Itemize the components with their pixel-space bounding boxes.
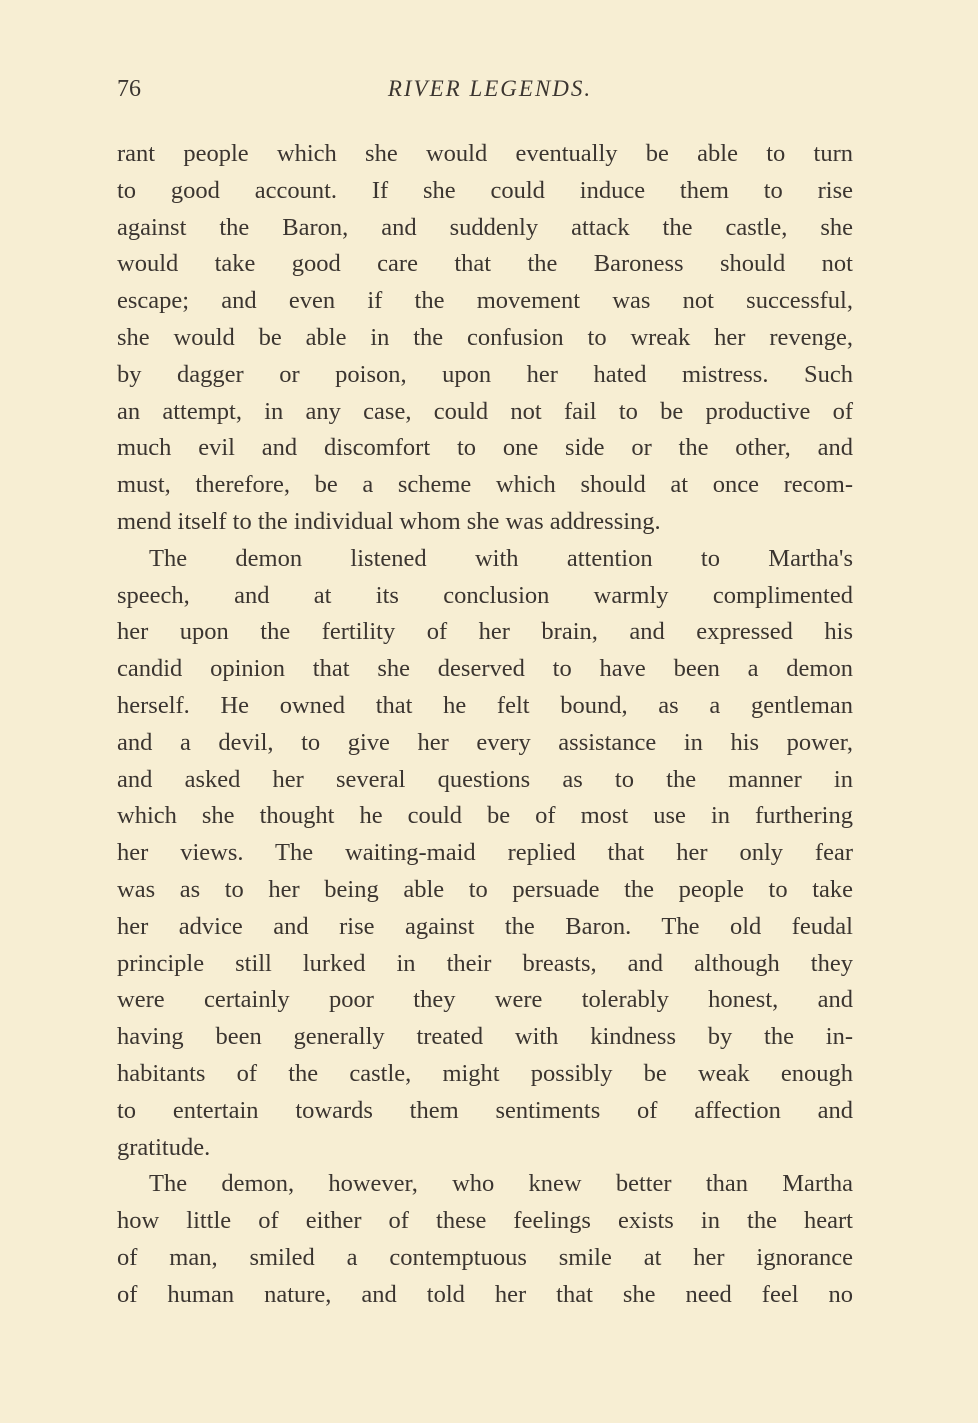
- text-line: rant people which she would eventually be able to turn: [117, 140, 853, 167]
- text-line: principle still lurked in their breasts, and although they: [117, 949, 853, 977]
- text-line: and a devil, to give her every assistance in his power,: [117, 728, 853, 756]
- text-line: herself. He owned that he felt bound, as a gentleman: [117, 691, 853, 719]
- text-line: were certainly poor they were tolerably honest, and: [117, 986, 853, 1014]
- text-line: The demon, however, who knew better than Martha: [149, 1170, 853, 1198]
- text-line: she would be able in the confusion to wreak her revenge,: [117, 323, 853, 351]
- paragraph: [117, 541, 853, 1167]
- text-line: speech, and at its conclusion warmly complimented: [117, 581, 853, 609]
- text-line: an attempt, in any case, could not fail to be productive of: [117, 397, 853, 425]
- text-line: her advice and rise against the Baron. The old feudal: [117, 912, 853, 940]
- running-title: RIVER LEGENDS.: [387, 76, 593, 101]
- text-line: habitants of the castle, might possibly be weak enough: [117, 1059, 853, 1087]
- page-body: [117, 136, 853, 1314]
- text-line: of human nature, and told her that she need feel no: [117, 1280, 853, 1308]
- text-line: her views. The waiting-maid replied that her only fear: [117, 839, 853, 867]
- text-line: must, therefore, be a scheme which should at once recom-: [117, 471, 853, 499]
- text-line: which she thought he could be of most use in furthering: [117, 802, 853, 830]
- text-line: The demon listened with attention to Martha's: [149, 544, 853, 572]
- text-line: to good account. If she could induce them to rise: [117, 176, 853, 204]
- page-number: 76: [117, 76, 141, 102]
- text-line: was as to her being able to persuade the people to take: [117, 875, 853, 903]
- text-line: having been generally treated with kindness by the in-: [117, 1023, 853, 1051]
- text-line: against the Baron, and suddenly attack the castle, she: [117, 213, 853, 241]
- text-line: candid opinion that she deserved to have been a demon: [117, 655, 853, 683]
- text-line: would take good care that the Baroness should not: [117, 250, 853, 278]
- text-line: of man, smiled a contemptuous smile at her ignorance: [117, 1243, 853, 1271]
- text-line: much evil and discomfort to one side or the other, and: [117, 434, 853, 462]
- text-line: to entertain towards them sentiments of affection and: [117, 1096, 853, 1124]
- text-line: mend itself to the individual whom she was addressing.: [117, 507, 661, 535]
- running-header: [117, 76, 853, 112]
- text-line: by dagger or poison, upon her hated mistress. Such: [117, 360, 853, 388]
- text-line: her upon the fertility of her brain, and expressed his: [117, 618, 853, 646]
- text-line: gratitude.: [117, 1133, 211, 1161]
- paragraph: [117, 1166, 853, 1313]
- paragraph: [117, 136, 853, 541]
- text-line: how little of either of these feelings exists in the heart: [117, 1207, 853, 1235]
- text-line: escape; and even if the movement was not successful,: [117, 287, 853, 315]
- text-line: and asked her several questions as to the manner in: [117, 765, 853, 793]
